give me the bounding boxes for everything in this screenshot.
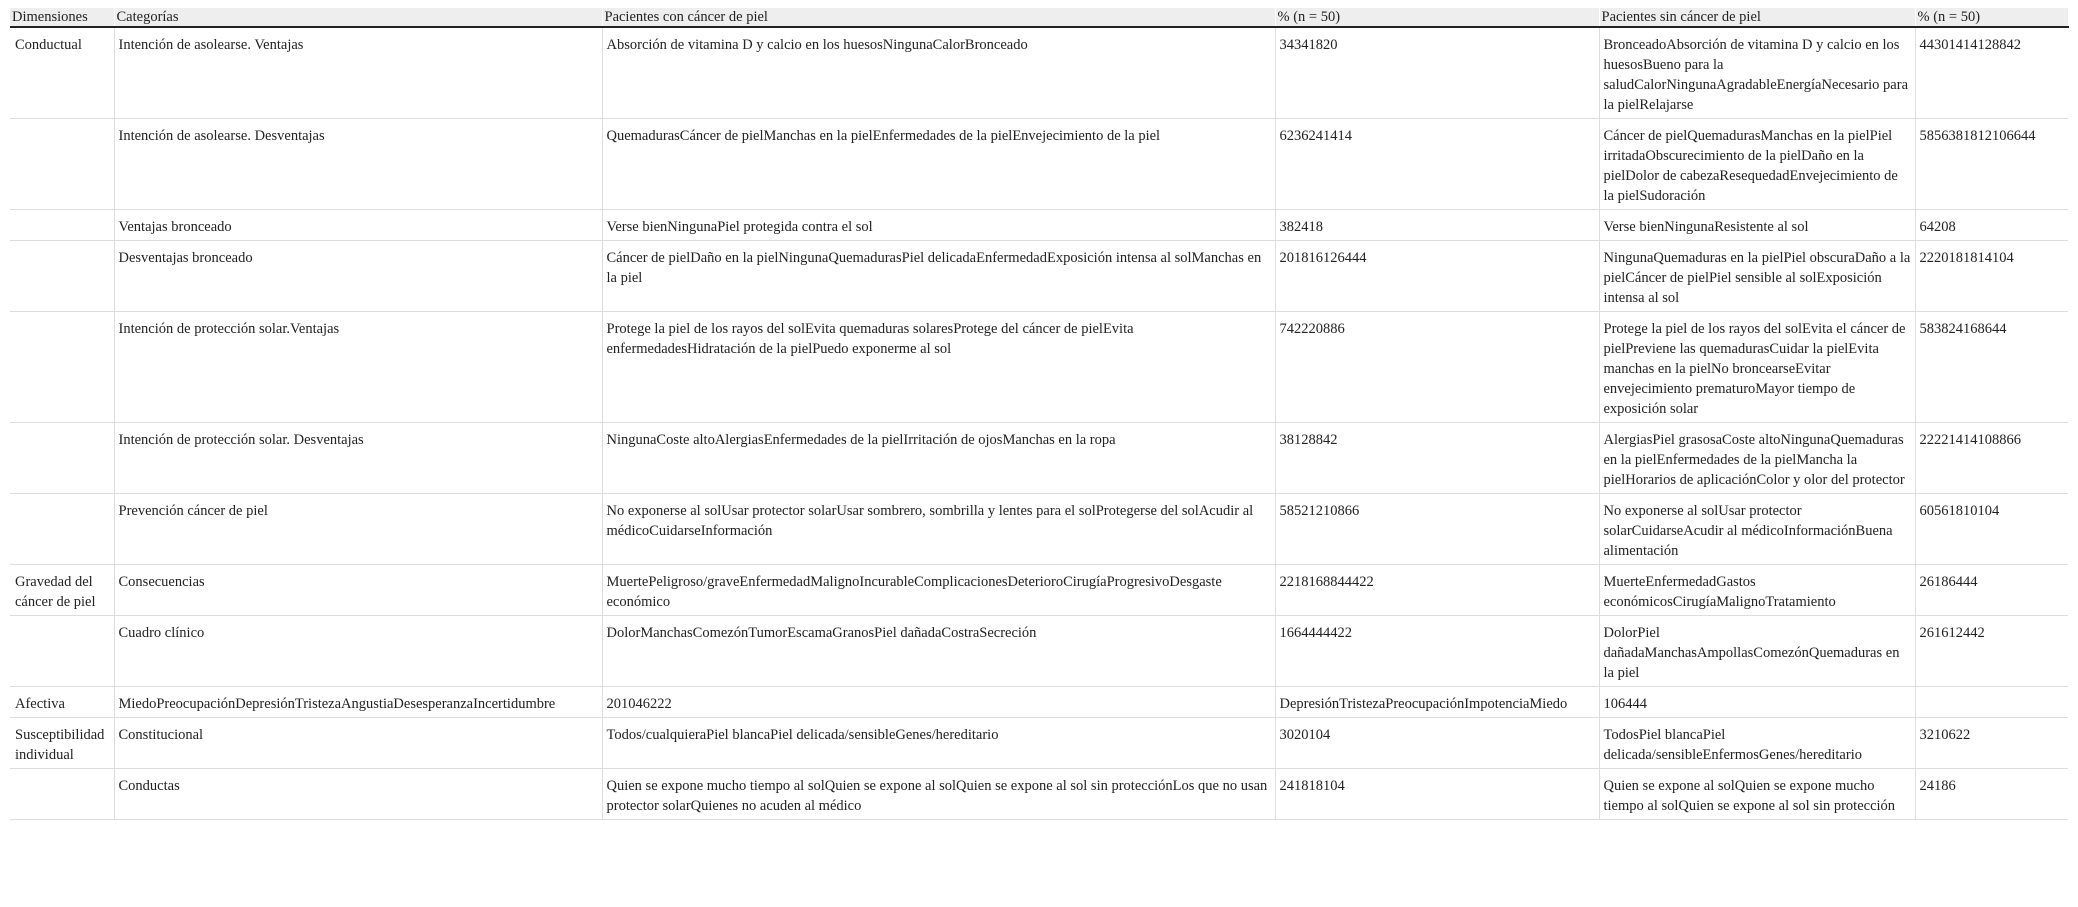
cell-pct-without: 64208	[1915, 210, 2068, 241]
table-body	[10, 27, 2068, 820]
cell-dimension: Afectiva	[10, 687, 114, 718]
cell-pct-with: 6236241414	[1275, 119, 1599, 210]
cell-without-cancer: AlergiasPiel grasosaCoste altoNingunaQuemaduras en la pielEnfermedades de la pielMancha la pielHorarios de aplicaciónColor y olor del protector	[1599, 423, 1915, 494]
cell-dimension: Susceptibilidad individual	[10, 718, 114, 769]
cell-pct-without: 44301414128842	[1915, 27, 2068, 119]
cell-pct-with: 3020104	[1275, 718, 1599, 769]
cell-with-cancer: Quien se expone mucho tiempo al solQuien se expone al solQuien se expone al sol sin protecciónLos que no usan protector solarQuienes no acuden al médico	[602, 769, 1275, 820]
cell-with-cancer: Protege la piel de los rayos del solEvita quemaduras solaresProtege del cáncer de pielEvita enfermedadesHidratación de la pielPuedo exponerme al sol	[602, 312, 1275, 423]
cell-category: Intención de protección solar.Ventajas	[114, 312, 602, 423]
cell-without-cancer: TodosPiel blancaPiel delicada/sensibleEnfermosGenes/hereditario	[1599, 718, 1915, 769]
cell-pct-without: 24186	[1915, 769, 2068, 820]
cell-dimension	[10, 616, 114, 687]
cell-pct-without: 26186444	[1915, 565, 2068, 616]
header-sin-cancer: Pacientes sin cáncer de piel	[1599, 8, 1915, 27]
cell-dimension	[10, 210, 114, 241]
header-con-cancer: Pacientes con cáncer de piel	[602, 8, 1275, 27]
cell-with-cancer: Absorción de vitamina D y calcio en los huesosNingunaCalorBronceado	[602, 27, 1275, 119]
cell-without-cancer: No exponerse al solUsar protector solarCuidarseAcudir al médicoInformaciónBuena alimentación	[1599, 494, 1915, 565]
table-row	[10, 769, 2068, 820]
cell-dimension	[10, 494, 114, 565]
cell-with-cancer: 201046222	[602, 687, 1275, 718]
cell-dimension: Conductual	[10, 27, 114, 119]
cell-with-cancer: Cáncer de pielDaño en la pielNingunaQuemadurasPiel delicadaEnfermedadExposición intensa al solManchas en la piel	[602, 241, 1275, 312]
cell-pct-with: DepresiónTristezaPreocupaciónImpotenciaMiedo	[1275, 687, 1599, 718]
cell-without-cancer: MuerteEnfermedadGastos económicosCirugíaMalignoTratamiento	[1599, 565, 1915, 616]
cell-pct-with: 201816126444	[1275, 241, 1599, 312]
header-row	[10, 8, 2068, 27]
table-row	[10, 27, 2068, 119]
cell-category: Ventajas bronceado	[114, 210, 602, 241]
cell-without-cancer: NingunaQuemaduras en la pielPiel obscuraDaño a la pielCáncer de pielPiel sensible al solExposición intensa al sol	[1599, 241, 1915, 312]
cell-pct-without	[1915, 687, 2068, 718]
cell-pct-without: 5856381812106644	[1915, 119, 2068, 210]
cell-without-cancer: 106444	[1599, 687, 1915, 718]
cell-with-cancer: NingunaCoste altoAlergiasEnfermedades de la pielIrritación de ojosManchas en la ropa	[602, 423, 1275, 494]
cell-pct-without: 583824168644	[1915, 312, 2068, 423]
cell-pct-with: 1664444422	[1275, 616, 1599, 687]
cell-category: Desventajas bronceado	[114, 241, 602, 312]
cell-with-cancer: Verse bienNingunaPiel protegida contra el sol	[602, 210, 1275, 241]
header-dimensiones: Dimensiones	[10, 8, 114, 27]
cell-without-cancer: Cáncer de pielQuemadurasManchas en la pielPiel irritadaObscurecimiento de la pielDaño en la pielDolor de cabezaResequedadEnvejecimiento de la pielSudoración	[1599, 119, 1915, 210]
cell-category: Cuadro clínico	[114, 616, 602, 687]
cell-category: MiedoPreocupaciónDepresiónTristezaAngustiaDesesperanzaIncertidumbre	[114, 687, 602, 718]
cell-pct-with: 241818104	[1275, 769, 1599, 820]
cell-with-cancer: MuertePeligroso/graveEnfermedadMalignoIncurableComplicacionesDeterioroCirugíaProgresivoDesgaste económico	[602, 565, 1275, 616]
table-row	[10, 718, 2068, 769]
table-row	[10, 494, 2068, 565]
table-row	[10, 423, 2068, 494]
results-table	[10, 8, 2069, 820]
cell-with-cancer: Todos/cualquieraPiel blancaPiel delicada/sensibleGenes/hereditario	[602, 718, 1275, 769]
cell-pct-without: 261612442	[1915, 616, 2068, 687]
cell-without-cancer: DolorPiel dañadaManchasAmpollasComezónQuemaduras en la piel	[1599, 616, 1915, 687]
header-pct-con: % (n = 50)	[1275, 8, 1599, 27]
cell-category: Prevención cáncer de piel	[114, 494, 602, 565]
table-row	[10, 119, 2068, 210]
cell-pct-without: 3210622	[1915, 718, 2068, 769]
table-row	[10, 616, 2068, 687]
cell-with-cancer: DolorManchasComezónTumorEscamaGranosPiel dañadaCostraSecreción	[602, 616, 1275, 687]
cell-pct-with: 38128842	[1275, 423, 1599, 494]
cell-dimension	[10, 769, 114, 820]
header-categorias: Categorías	[114, 8, 602, 27]
cell-pct-with: 382418	[1275, 210, 1599, 241]
cell-pct-with: 58521210866	[1275, 494, 1599, 565]
cell-pct-with: 742220886	[1275, 312, 1599, 423]
cell-with-cancer: No exponerse al solUsar protector solarUsar sombrero, sombrilla y lentes para el solProtegerse del solAcudir al médicoCuidarseInformación	[602, 494, 1275, 565]
header-pct-sin: % (n = 50)	[1915, 8, 2068, 27]
cell-dimension	[10, 423, 114, 494]
cell-pct-with: 2218168844422	[1275, 565, 1599, 616]
table-row	[10, 565, 2068, 616]
cell-pct-without: 60561810104	[1915, 494, 2068, 565]
cell-category: Intención de asolearse. Desventajas	[114, 119, 602, 210]
cell-category: Constitucional	[114, 718, 602, 769]
cell-with-cancer: QuemadurasCáncer de pielManchas en la pielEnfermedades de la pielEnvejecimiento de la piel	[602, 119, 1275, 210]
table-row	[10, 687, 2068, 718]
table-row	[10, 210, 2068, 241]
cell-dimension: Gravedad del cáncer de piel	[10, 565, 114, 616]
cell-without-cancer: Protege la piel de los rayos del solEvita el cáncer de pielPreviene las quemadurasCuidar la pielEvita manchas en la pielNo broncearseEvitar envejecimiento prematuroMayor tiempo de exposición solar	[1599, 312, 1915, 423]
cell-dimension	[10, 312, 114, 423]
cell-without-cancer: BronceadoAbsorción de vitamina D y calcio en los huesosBueno para la saludCalorNingunaAgradableEnergíaNecesario para la pielRelajarse	[1599, 27, 1915, 119]
cell-category: Intención de protección solar. Desventajas	[114, 423, 602, 494]
cell-pct-without: 2220181814104	[1915, 241, 2068, 312]
cell-category: Conductas	[114, 769, 602, 820]
cell-pct-with: 34341820	[1275, 27, 1599, 119]
cell-without-cancer: Quien se expone al solQuien se expone mucho tiempo al solQuien se expone al sol sin protección	[1599, 769, 1915, 820]
table-row	[10, 241, 2068, 312]
cell-without-cancer: Verse bienNingunaResistente al sol	[1599, 210, 1915, 241]
table-row	[10, 312, 2068, 423]
table-header	[10, 8, 2068, 27]
cell-category: Intención de asolearse. Ventajas	[114, 27, 602, 119]
cell-dimension	[10, 241, 114, 312]
cell-category: Consecuencias	[114, 565, 602, 616]
cell-pct-without: 22221414108866	[1915, 423, 2068, 494]
cell-dimension	[10, 119, 114, 210]
